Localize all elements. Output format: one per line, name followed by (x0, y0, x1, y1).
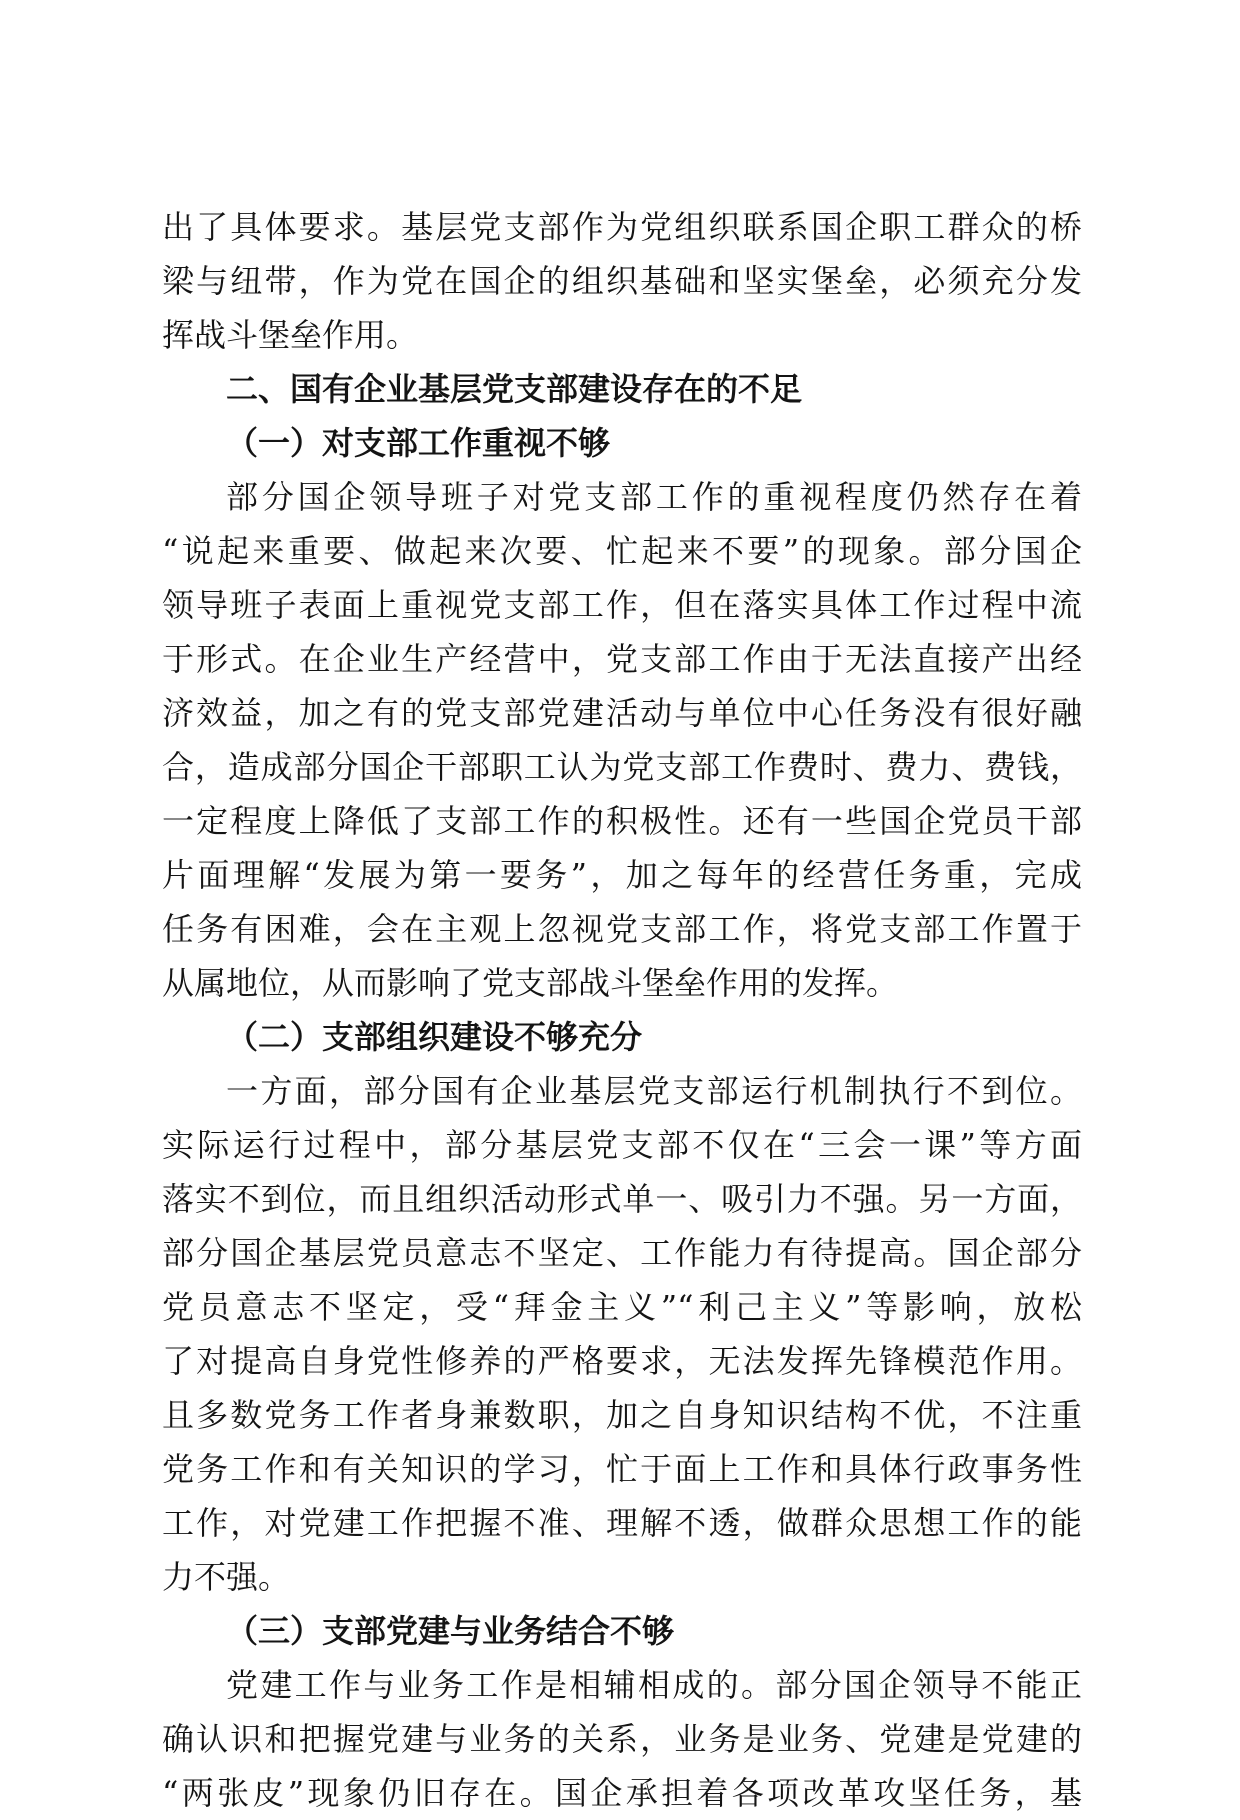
document-body (162, 200, 1082, 1820)
text-line: 任务有困难，会在主观上忽视党支部工作，将党支部工作置于 (162, 910, 1082, 948)
text-line: 党建工作与业务工作是相辅相成的。部分国企领导不能正 (226, 1666, 1082, 1704)
text-line: 力不强。 (162, 1558, 291, 1596)
text-line: 且多数党务工作者身兼数职，加之自身知识结构不优，不注重 (162, 1396, 1082, 1434)
text-line: 实际运行过程中，部分基层党支部不仅在“三会一课”等方面 (162, 1126, 1082, 1164)
subsection-heading-1: （一）对支部工作重视不够 (226, 424, 611, 462)
text-line: 济效益，加之有的党支部党建活动与单位中心任务没有很好融 (162, 694, 1082, 732)
paragraph-intro-continued (162, 200, 1082, 362)
text-line: 党员意志不坚定，受“拜金主义”“利己主义”等影响，放松 (162, 1288, 1082, 1326)
text-line: 片面理解“发展为第一要务”，加之每年的经营任务重，完成 (162, 856, 1082, 894)
text-line: 合，造成部分国企干部职工认为党支部工作费时、费力、费钱， (162, 748, 1082, 786)
text-line: 党务工作和有关知识的学习，忙于面上工作和具体行政事务性 (162, 1450, 1082, 1488)
text-line: 确认识和把握党建与业务的关系，业务是业务、党建是党建的 (162, 1720, 1082, 1758)
text-line: 从属地位，从而影响了党支部战斗堡垒作用的发挥。 (162, 964, 899, 1002)
subsection-heading-2: （二）支部组织建设不够充分 (226, 1018, 643, 1056)
text-line: 部分国企领导班子对党支部工作的重视程度仍然存在着 (226, 478, 1082, 516)
text-line: 于形式。在企业生产经营中，党支部工作由于无法直接产出经 (162, 640, 1082, 678)
paragraph-sub1 (162, 470, 1082, 1010)
text-line: 领导班子表面上重视党支部工作，但在落实具体工作过程中流 (162, 586, 1082, 624)
subsection-heading-3: （三）支部党建与业务结合不够 (226, 1612, 675, 1650)
paragraph-sub2 (162, 1064, 1082, 1604)
text-line: 出了具体要求。基层党支部作为党组织联系国企职工群众的桥 (162, 208, 1082, 246)
text-line: 了对提高自身党性修养的严格要求，无法发挥先锋模范作用。 (162, 1342, 1082, 1380)
text-line: “两张皮”现象仍旧存在。国企承担着各项改革攻坚任务，基 (162, 1774, 1082, 1812)
section-heading: 二、国有企业基层党支部建设存在的不足 (226, 370, 803, 408)
text-line: 工作，对党建工作把握不准、理解不透，做群众思想工作的能 (162, 1504, 1082, 1542)
text-line: 梁与纽带，作为党在国企的组织基础和坚实堡垒，必须充分发 (162, 262, 1082, 300)
text-line: 一方面，部分国有企业基层党支部运行机制执行不到位。 (226, 1072, 1082, 1110)
text-line: “说起来重要、做起来次要、忙起来不要”的现象。部分国企 (162, 532, 1082, 570)
text-line: 落实不到位，而且组织活动形式单一、吸引力不强。另一方面， (162, 1180, 1082, 1218)
text-line: 一定程度上降低了支部工作的积极性。还有一些国企党员干部 (162, 802, 1082, 840)
text-line: 挥战斗堡垒作用。 (162, 316, 419, 354)
text-line: 部分国企基层党员意志不坚定、工作能力有待提高。国企部分 (162, 1234, 1082, 1272)
paragraph-sub3 (162, 1658, 1082, 1820)
